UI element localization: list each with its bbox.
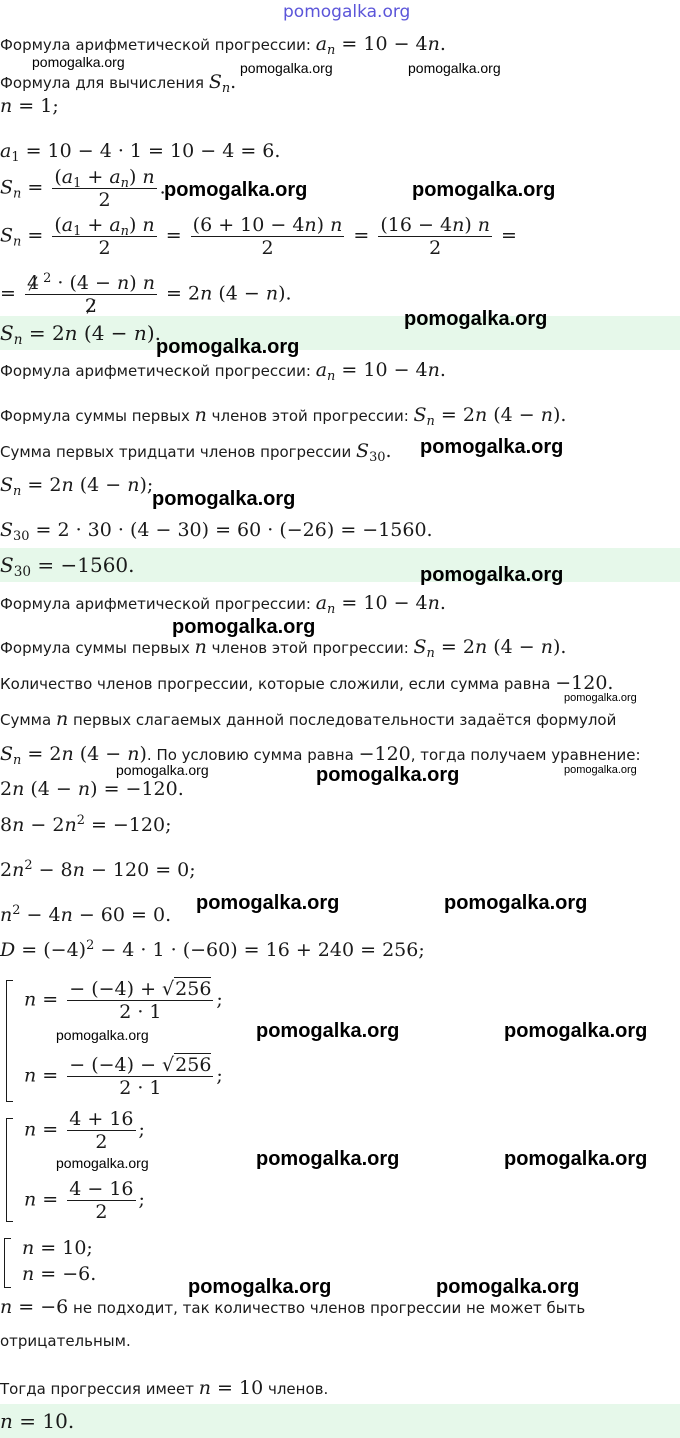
watermark: pomogalka.org: [283, 2, 411, 22]
watermark: pomogalka.org: [404, 308, 548, 330]
formula-math: $a_n = 10 - 4n$.: [315, 33, 446, 58]
answer-2: $S_{30} = -1560$.: [0, 553, 135, 581]
formula-math: $S_n = 2n$ (4 − n): [0, 743, 147, 768]
text: членов.: [263, 1380, 329, 1398]
answer-highlight: [0, 1404, 680, 1438]
bracket: [6, 1118, 13, 1222]
formula-math: $a_n = 10 - 4n$.: [315, 592, 446, 617]
math-line: = $\frac{4 ^2 \cdot (4 - n) n}{2}$ = 2n (4 − n).: [0, 270, 292, 317]
watermark: pomogalka.org: [56, 1155, 149, 1171]
watermark: pomogalka.org: [564, 692, 637, 704]
math-line: $S_n = 2n$ (4 − n);: [0, 474, 154, 499]
math-line: n = 1;: [0, 95, 59, 117]
reject-line: [0, 1331, 131, 1351]
watermark: pomogalka.org: [504, 1020, 648, 1042]
watermark: pomogalka.org: [504, 1148, 648, 1170]
watermark: pomogalka.org: [420, 564, 564, 586]
math-line: n = −6.: [22, 1263, 97, 1285]
formula-math: n: [194, 404, 207, 426]
formula-math: n: [55, 708, 69, 730]
math-line: 2n (4 − n) = −120.: [0, 778, 184, 800]
text: Формула суммы первых: [0, 407, 195, 425]
math-line: $D = (-4)^2 - 4 \cdot 1 \cdot (-60) = 16 + 240 = 256$;: [0, 937, 425, 961]
text: не подходит, так количество членов прогрессии не может быть: [68, 1299, 586, 1317]
math-line: $2n^2 - 8n - 120 = 0$;: [0, 857, 196, 881]
text: членов этой прогрессии:: [206, 407, 414, 425]
math-line: $S_n$ = $\frac{(a_1 + a_n) n}{2}$ = $\frac{(6 + 10 - 4n) n}{2}$ = $\frac{(16 - 4n) n}{2}$ =: [0, 214, 517, 259]
text: Сумма: [0, 711, 56, 729]
math-line: $8n - 2n^2 = -120$;: [0, 812, 172, 836]
formula-math: $S_{30}$.: [356, 440, 392, 465]
math-line: n = 10;: [22, 1237, 93, 1259]
watermark: pomogalka.org: [116, 762, 209, 778]
formula-math: n = −6: [0, 1296, 69, 1318]
text: членов этой прогрессии:: [206, 639, 414, 657]
formula-math: n: [194, 636, 207, 658]
formula-math: $S_n = 2n$ (4 − n).: [413, 404, 567, 429]
watermark: pomogalka.org: [240, 60, 333, 76]
formula-line: [0, 671, 613, 695]
watermark: pomogalka.org: [564, 764, 637, 776]
math-line: n = $\frac{4 - 16}{2}$ ;: [24, 1178, 145, 1223]
formula-math: n = 10: [198, 1377, 264, 1399]
watermark: pomogalka.org: [172, 616, 316, 638]
watermark: pomogalka.org: [412, 179, 556, 201]
formula-math: $S_n$.: [208, 71, 237, 96]
answer-1: $S_n = 2n$ (4 − n).: [0, 321, 161, 349]
bracket: [6, 980, 13, 1102]
formula-math: −120.: [555, 672, 614, 694]
math-line: $a_1 = 10 - 4 \cdot 1 = 10 - 4 = 6$.: [0, 140, 281, 165]
formula-label: Формула арифметической прогрессии:: [0, 36, 316, 54]
text: Тогда прогрессия имеет: [0, 1380, 199, 1398]
formula-line: [0, 403, 566, 427]
watermark: pomogalka.org: [156, 336, 300, 358]
answer-3: n = 10.: [0, 1409, 75, 1433]
formula-label: Формула арифметической прогрессии:: [0, 362, 316, 380]
math-line: $S_{30} = 2 \cdot 30 \cdot (4 - 30) = 60 \cdot (-26) = -1560$.: [0, 519, 433, 544]
watermark: pomogalka.org: [164, 179, 308, 201]
formula-math: $a_n = 10 - 4n$.: [315, 359, 446, 384]
text: Сумма первых тридцати членов прогрессии: [0, 443, 357, 461]
text: . По условию сумма равна: [146, 746, 359, 764]
watermark: pomogalka.org: [56, 1027, 149, 1043]
math-line: n = $\frac{- (-4) - √256}{2 \cdot 1}$ ;: [24, 1054, 223, 1099]
text: Формула суммы первых: [0, 639, 195, 657]
formula-line: [0, 707, 616, 731]
formula-math: −120: [358, 743, 411, 765]
formula-line: [0, 742, 641, 766]
formula-math: $S_n = 2n$ (4 − n).: [413, 636, 567, 661]
watermark: pomogalka.org: [256, 1148, 400, 1170]
bracket: [4, 1238, 11, 1288]
watermark: pomogalka.org: [256, 1020, 400, 1042]
watermark: pomogalka.org: [316, 764, 460, 786]
watermark: pomogalka.org: [436, 1276, 580, 1298]
formula-line: [0, 32, 446, 56]
formula-line: [0, 439, 392, 463]
text: отрицательным.: [0, 1332, 131, 1350]
formula-line: [0, 591, 446, 615]
math-line: $S_n$ = $\frac{(a_1 + a_n) n}{2}$ .: [0, 166, 166, 211]
watermark: pomogalka.org: [444, 892, 588, 914]
watermark: pomogalka.org: [196, 892, 340, 914]
watermark: pomogalka.org: [420, 436, 564, 458]
formula-line: [0, 358, 446, 382]
watermark: pomogalka.org: [152, 488, 296, 510]
math-line: $n^2 - 4n - 60 = 0$.: [0, 902, 172, 926]
math-line: n = $\frac{4 + 16}{2}$ ;: [24, 1108, 145, 1153]
math-line: n = $\frac{- (-4) + √256}{2 \cdot 1}$ ;: [24, 978, 223, 1023]
formula-line: [0, 70, 236, 94]
text: первых слагаемых данной последовательности задаётся формулой: [68, 711, 617, 729]
watermark: pomogalka.org: [408, 60, 501, 76]
formula-label: Формула для вычисления: [0, 74, 209, 92]
watermark: pomogalka.org: [188, 1276, 332, 1298]
final-line: [0, 1376, 328, 1400]
text: Количество членов прогрессии, которые сложили, если сумма равна: [0, 675, 556, 693]
text: , тогда получаем уравнение:: [410, 746, 641, 764]
watermark: pomogalka.org: [32, 54, 125, 70]
formula-label: Формула арифметической прогрессии:: [0, 595, 316, 613]
